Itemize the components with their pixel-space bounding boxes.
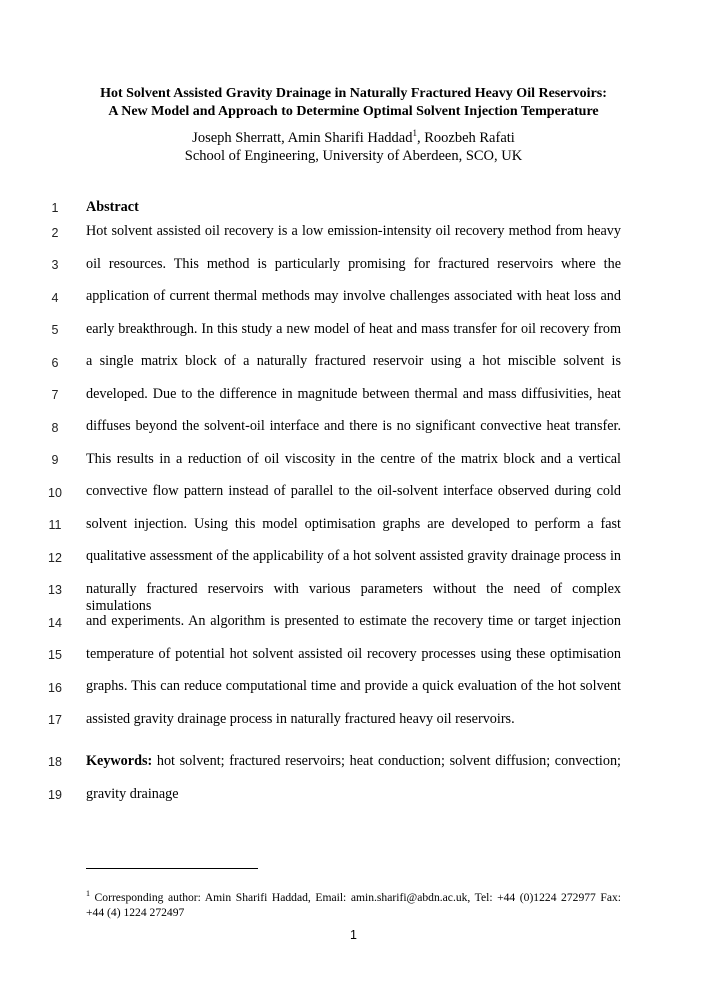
authors xyxy=(0,128,707,147)
line-number-3: 3 xyxy=(51,258,59,272)
line-number-7: 7 xyxy=(51,388,59,402)
abstract-line-2: Hot solvent assisted oil recovery is a low emission-intensity oil recovery method from heavy xyxy=(86,223,621,239)
abstract-line-11: solvent injection. Using this model optimisation graphs are developed to perform a fast xyxy=(86,516,621,532)
keywords-label: Keywords: xyxy=(86,753,153,769)
abstract-line-10: convective flow pattern instead of parallel to the oil-solvent interface observed during cold xyxy=(86,483,621,499)
line-number-16: 16 xyxy=(48,681,62,695)
footnote xyxy=(86,886,621,920)
abstract-line-15: temperature of potential hot solvent assisted oil recovery processes using these optimisation xyxy=(86,646,621,662)
authors-names: Joseph Sherratt, Amin Sharifi Haddad xyxy=(192,129,413,146)
abstract-line-14: and experiments. An algorithm is presented to estimate the recovery time or target injection xyxy=(86,613,621,629)
line-number-19: 19 xyxy=(48,788,62,802)
abstract-line-17: assisted gravity drainage process in naturally fractured heavy oil reservoirs. xyxy=(86,711,515,727)
abstract-line-12: qualitative assessment of the applicability of a hot solvent assisted gravity drainage process in xyxy=(86,548,621,564)
abstract-line-16: graphs. This can reduce computational time and provide a quick evaluation of the hot solvent xyxy=(86,678,621,694)
footnote-marker: 1 xyxy=(86,889,90,898)
abstract-heading: Abstract xyxy=(86,199,139,215)
line-number-9: 9 xyxy=(51,453,59,467)
keywords-line xyxy=(86,753,621,770)
page-number: 1 xyxy=(350,928,357,942)
abstract-line-5: early breakthrough. In this study a new model of heat and mass transfer for oil recovery from xyxy=(86,321,621,337)
line-number-12: 12 xyxy=(48,551,62,565)
line-number-11: 11 xyxy=(48,518,62,532)
line-number-10: 10 xyxy=(48,486,62,500)
line-number-15: 15 xyxy=(48,648,62,662)
line-number-14: 14 xyxy=(48,616,62,630)
line-number-2: 2 xyxy=(51,226,59,240)
affiliation: School of Engineering, University of Aberdeen, SCO, UK xyxy=(184,148,523,164)
line-number-1: 1 xyxy=(51,201,59,215)
line-number-18: 18 xyxy=(48,755,62,769)
line-number-5: 5 xyxy=(51,323,59,337)
footnote-rule xyxy=(86,868,258,869)
line-number-17: 17 xyxy=(48,713,62,727)
keywords-line-2: gravity drainage xyxy=(86,786,179,802)
abstract-line-6: a single matrix block of a naturally fractured reservoir using a hot miscible solvent is xyxy=(86,353,621,369)
line-number-8: 8 xyxy=(51,421,59,435)
keywords-text: hot solvent; fractured reservoirs; heat conduction; solvent diffusion; convection; xyxy=(152,753,621,769)
authors-names-2: , Roozbeh Rafati xyxy=(416,129,515,146)
abstract-line-13: naturally fractured reservoirs with various parameters without the need of complex simulations xyxy=(86,581,621,614)
footnote-text: Corresponding author: Amin Sharifi Haddad, Email: amin.sharifi@abdn.ac.uk, Tel: +44 (0)1224 272977 Fax: +44 (4) 1224 272497 xyxy=(86,890,621,919)
line-number-13: 13 xyxy=(48,583,62,597)
abstract-line-8: diffuses beyond the solvent-oil interface and there is no significant convective heat transfer. xyxy=(86,418,621,434)
paper-title-line-2: A New Model and Approach to Determine Optimal Solvent Injection Temperature xyxy=(108,104,599,119)
abstract-line-7: developed. Due to the difference in magnitude between thermal and mass diffusivities, heat xyxy=(86,386,621,402)
abstract-line-9: This results in a reduction of oil viscosity in the centre of the matrix block and a vertical xyxy=(86,451,621,467)
paper-title-line-1: Hot Solvent Assisted Gravity Drainage in Naturally Fractured Heavy Oil Reservoirs: xyxy=(100,86,607,101)
abstract-line-4: application of current thermal methods may involve challenges associated with heat loss and xyxy=(86,288,621,304)
line-number-6: 6 xyxy=(51,356,59,370)
abstract-line-3: oil resources. This method is particularly promising for fractured reservoirs where the xyxy=(86,256,621,272)
author-footnote-marker: 1 xyxy=(412,128,417,138)
line-number-4: 4 xyxy=(51,291,59,305)
